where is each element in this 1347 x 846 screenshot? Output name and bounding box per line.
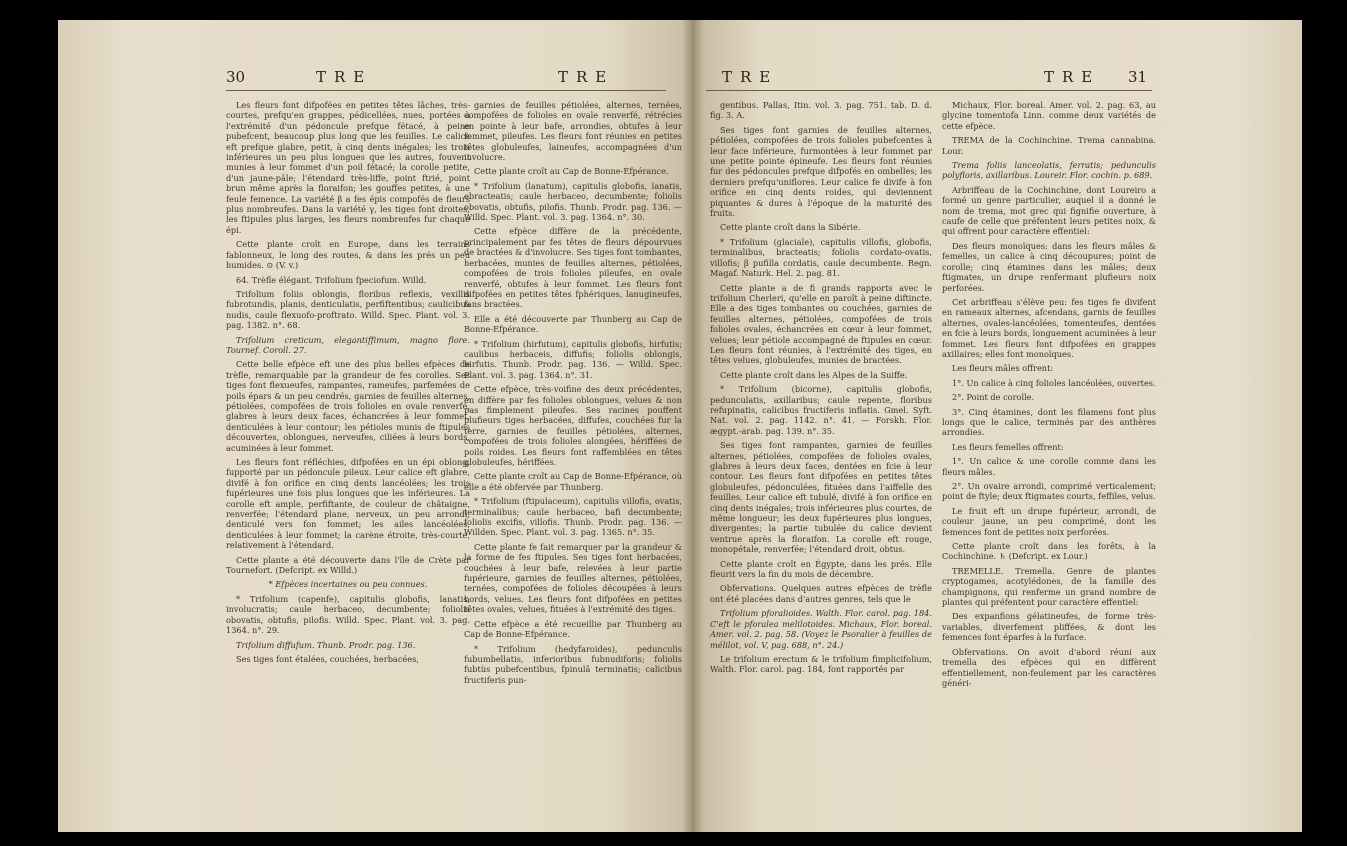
running-head: TRE [316,68,373,86]
paragraph: Les fleurs mâles offrent: [952,363,1054,374]
paragraph: 3°. Cinq étamines, dont les filamens font plus longs que le calice, terminés par des anthères arrondies. [942,406,1156,438]
paragraph: Cette plante croît dans les Alpes de la Suiffe. [720,369,908,380]
paragraph: Elle a été découverte par Thunberg au Cap de Bonne-Efpérance. [464,313,682,335]
paragraph: Les fleurs font réfléchies, difpofées en un épi oblong, fupporté par un pédoncule pileux. Leur calice eft glabre, divifé à fon orifice en cinq dents lancéolées; les trois fupérieures une fois plus longues que les inférieures. La corolle eft ample, perfiftante, de couleur de châtaigne, renverfée; l'étendard plane, nerveux, un peu arrondi, denticulé vers fon fommet; les ailes lancéolées, denticulées à leur fommet; la carène étroite, très-courte, relativement à l'étendard. [226,457,470,551]
text-column [226,100,470,668]
header-rule [706,90,1152,91]
paragraph: Ses tiges font rampantes, garnies de feuilles alternes, pétiolées, compofées de folioles ovales, glabres à leurs deux faces, dentées en fcie à leur contour. Les fleurs font difpofées en petites têtes globuleufes, pédonculées, fituées dans l'aiffelle des feuilles. Leur calice eft tubulé, divifé à fon orifice en cinq dents inégales; trois inférieures plus courtes, de même longueur; les deux fupérieures plus longues, divergentes; la partie tubulée du calice devient ventrue après la floraifon. La corolle eft rouge, monopétale, renverfée; l'étendard droit, obtus. [710,440,932,555]
paragraph: Le trifolium erectum & le trifolium fimplicifolium, Walth. Flor. carol. pag. 184, font rapportés par [710,653,932,675]
paragraph: * Trifolium (ftipulaceum), capitulis villofis, ovatis, terminalibus; caule herbaceo, bafi decumbente; foliolis excifis, villofis. Thunb. Prodr. pag. 136. — Willden. Spec. Plant. vol. 3. pag. 1365. n°. 35. [464,496,682,538]
page-number: 31 [1128,68,1148,86]
paragraph: * Trifolium (capenfe), capitulis globofis, lanatis, involucratis; caule herbaceo, decumbente; foliolis obovatis, obtufis, pilofis. Willd. Spec. Plant. vol. 3. pag. 1364. n°. 29. [226,593,470,636]
paragraph: Cette plante croît au Cap de Bonne-Efpérance, où elle a été obfervée par Thunberg. [464,471,682,492]
paragraph: Cette plante croît au Cap de Bonne-Efpérance. [474,166,669,177]
paragraph: Ses tiges font garnies de feuilles alternes, pétiolées, compofées de trois folioles pubefcentes à leur face inférieure, furmontées à leur fommet par une petite pointe épineufe. Les fleurs font réunies fur des pédoncules prefque difpofés en ombelles; les derniers prefqu'uniflores. Leur calice fe divife à fon orifice en cinq dents roides, qui deviennent piquantes & dures à l'époque de la maturité des fruits. [710,124,932,219]
text-column [942,100,1156,692]
paragraph: TREMELLE. Tremella. Genre de plantes cryptogames, acotylédones, de la famille des champignons, qui renferme un grand nombre de plantes qui préfentent pour caractère effentiel: [942,565,1156,608]
paragraph: 2°. Un ovaire arrondi, comprimé verticalement; point de ftyle; deux ftigmates courts, feffiles, velus. [942,481,1156,502]
paragraph: 1°. Un calice & une corolle comme dans les fleurs mâles. [942,456,1156,477]
paragraph: Cette plante croît en Europe, dans les terrains fablonneux, le long des routes, & dans les prés un peu humides. ⊙ (V. v.) [226,239,470,271]
paragraph: Des fleurs monoïques: dans les fleurs mâles & femelles, un calice à cinq découpures; point de corolle; cinq étamines dans les mâles; deux ftigmates, un drupe renfermant plufieurs noix perforées. [942,240,1156,293]
page-number: 30 [226,68,246,86]
paragraph: Cette efpèce a été recueillie par Thunberg au Cap de Bonne-Efpérance. [464,618,682,640]
running-head: TRE [1044,68,1101,86]
paragraph: TREMA de la Cochinchine. Trema cannabina. Lour. [942,135,1156,156]
paragraph: * Trifolium (bicorne), capitulis globofis, pedunculatis, axillaribus; caule repente, floribus refupinatis, calicibus fructiferis inflatis. Gmel. Syft. Nat. vol. 2. pag. 1142. n°. 41. — Forskh. Flor. ægypt.-arab. pag. 139. n°. 35. [710,384,932,436]
paragraph: Cette plante a de fi grands rapports avec le trifolium Cherleri, qu'elle en paroît à peine diftincte. Elle a des tiges tombantes ou couchées, garnies de feuilles alternes, pétiolées, compofées de trois folioles ovales, échancrées en cœur à leur fommet, velues; leur pétiole accompagné de ftipules en cœur. Les fleurs font réunies, à l'extrémité des tiges, en têtes velues, globuleufes, munies de bractées. [710,282,932,366]
right-page [692,20,1302,832]
paragraph: Cette efpèce diffère de la précédente, principalement par fes têtes de fleurs dépourvues de bractées & d'involucre. Ses tiges font tombantes, herbacées, munies de feuilles alternes, pétiolées, compofées de trois folioles pileufes, en ovale renverfé, obtufes à leur fommet. Les fleurs font difpofées en petites têtes fphériques, lanugineufes, fans bractées. [464,226,682,310]
text-column [710,100,932,679]
paragraph: Les fleurs font difpofées en petites têtes lâches, très-courtes, prefqu'en grappes, pédicellées, nues, portées à l'extrémité d'un pédoncule prefque fétacé, à peine pubefcent, beaucoup plus long que les feuilles. Le calice eft prefque glabre, petit, à cinq dents inégales; les trois inférieures un peu plus longues que les autres, fouvent munies à leur fommet d'un poil fétacé; la corolle petite, d'un jaune-pâle; l'étendard très-liffe, point ftrié, point brun même après la floraifon; les gouffes petites, à une feule femence. La variété β a fes épis compofés de fleurs plus nombreufes. Dans la variété γ, les tiges font droites, les ftipules plus larges, les fleurs nombreufes fur chaque épi. [226,100,470,235]
paragraph: Trifolium foliis oblongis, floribus reflexis, vexillis fubrotundis, planis, denticulatis, perfiftentibus; caulicibus nudis, caule flexuofo-proftrato. Willd. Spec. Plant. vol. 3. pag. 1382. n°. 68. [226,288,470,331]
text-column [464,100,682,689]
paragraph: Trifolium pforalioides. Walth. Flor. carol. pag. 184. C'eft le pforalea melilotoides. Michaux, Flor. boreal. Amer. vol. 2. pag. 58. (Voyez le Psoralier à feuilles de mélilot, vol. V, pag. 688, n°. 24.) [710,608,932,650]
paragraph: 2°. Point de corolle. [952,392,1035,403]
paragraph: Obfervations. On avoit d'abord réuni aux tremella des efpèces qui en diffèrent effentiellement, non-feulement par les caractères généri- [942,646,1156,688]
left-page [58,20,692,832]
paragraph: Cette plante croît en Égypte, dans les prés. Elle fleurit vers la fin du mois de décembre. [710,558,932,580]
paragraph: Obfervations. Quelques autres efpèces de trèfle ont été placées dans d'autres genres, tels que le [710,583,932,604]
paragraph: 1°. Un calice à cinq folioles lancéolées, ouvertes. [952,377,1156,388]
paragraph: Ses tiges font étalées, couchées, herbacées, [236,653,419,664]
paragraph: * Trifolium (hirfutum), capitulis globofis, hirfutis; caulibus herbaceis, diffufis; foliolis oblongis, hirfutis. Thunb. Prodr. pag. 136. — Willd. Spec. Plant. vol. 3. pag. 1364. n°. 31. [464,338,682,380]
paragraph: Cette plante croît dans les forêts, à la Cochinchine. ♄ (Defcript. ex Lour.) [942,541,1156,562]
paragraph: * Efpèces incertaines ou peu connues. [268,579,428,590]
paragraph: Cet arbriffeau s'élève peu: fes tiges fe divifent en rameaux alternes, afcendans, garnis de feuilles alternes, ovales-lancéolées, tomenteufes, dentées en fcie à leurs bords, longuement acuminées à leur fommet. Les fleurs font difpofées en grappes axillaires; elles font monoïques. [942,296,1156,359]
paragraph: Le fruit eft un drupe fupérieur, arrondi, de couleur jaune, un peu comprimé, dont les femences font de petites noix perforées. [942,505,1156,537]
book-spread [58,20,1302,832]
paragraph: Arbriffeau de la Cochinchine, dont Loureiro a formé un genre particulier, auquel il a donné le nom de trema, mot grec qui fignifie ouverture, à caufe de celle que préfentent leurs petites noix, & qui offrent pour caractère effentiel: [942,184,1156,237]
paragraph: Michaux, Flor. boreal. Amer. vol. 2. pag. 63, au glycine tomentofa Linn. comme deux variétés de cette efpèce. [942,100,1156,131]
paragraph: Cette plante a été découverte dans l'île de Crète par Tournefort. (Defcript. ex Willd.) [226,554,470,576]
paragraph: Les fleurs femelles offrent: [952,441,1064,452]
paragraph: 64. Trèfle élégant. Trifolium fpeciofum. Willd. [236,274,427,285]
paragraph: Cette efpèce, très-voifine des deux précédentes, en diffère par fes folioles oblongues, velues & non pas fimplement pileufes. Ses racines pouffent plufieurs tiges herbacées, diffufes, couchées fur la terre, garnies de feuilles pétiolées, alternes, compofées de trois folioles alongées, hériffées de poils roides. Les fleurs font raffemblées en têtes globuleufes, hériffées. [464,384,682,467]
paragraph: garnies de feuilles pétiolées, alternes, ternées, compofées de folioles en ovale renverfé, rétrécies en pointe à leur bafe, arrondies, obtufes à leur fommet, pileufes. Les fleurs font réunies en petites têtes globuleufes, laineufes, accompagnées d'un involucre. [464,100,682,163]
paragraph: * Trifolium (glaciale), capitulis villofis, globofis, terminalibus, bracteatis; foliolis cordato-ovatis, villofis; β pufilla cordatis, caule decumbente. Regn. Magaf. Naturk. Hel. 2. pag. 81. [710,236,932,279]
paragraph: Cette belle efpèce eft une des plus belles efpèces de trèfle, remarquable par la grandeur de fes corolles. Ses tiges font flexueufes, rampantes, rameufes, parfemées de poils épars & un peu cendrés, garnies de feuilles alternes, pétiolées, compofées de trois folioles en ovale renverfé, glabres à leurs deux faces, échancrées à leur fommet, denticulées à leur contour; les pétioles munis de ftipules découvertes, oblongues, nerveufes, ciliées à leurs bords, acuminées à leur fommet. [226,359,470,453]
paragraph: gentibus. Pallas, Itin. vol. 3. pag. 751. tab. D. d. fig. 3. A. [710,100,932,121]
paragraph: Trifolium diffufum. Thunb. Prodr. pag. 136. [236,639,416,650]
running-head: TRE [722,68,779,86]
paragraph: Des expanfions gélatineufes, de forme très-variables, diverfement pliffées, & dont les femences font éparfes à la furface. [942,611,1156,643]
paragraph: Cette plante croît dans la Sibérie. [720,222,861,233]
header-rule [226,90,666,91]
paragraph: * Trifolium (hedyfaroides), pedunculis fubumbellatis, inferioribus fubnudiforis; foliolis fubtùs pubefcentibus, fpinulâ terminatis; calicibus fructiferis pun- [464,643,682,685]
paragraph: * Trifolium (lanatum), capitulis globofis, lanatis, ebracteatis; caule herbaceo, decumbente; foliolis obovatis, obtufis, pilofis. Thunb. Prodr. pag. 136. — Willd. Spec. Plant. vol. 3. pag. 1364. n°. 30. [464,180,682,223]
book-gutter [682,20,704,832]
paragraph: Trifolium creticum, elegantiffimum, magno flore. Tournef. Coroll. 27. [226,334,470,355]
paragraph: Trema foliis lanceolatis, ferratis; pedunculis polyfloris, axillaribus. Loureir. Flor. cochin. p. 689. [942,160,1156,181]
paragraph: Cette plante fe fait remarquer par la grandeur & la forme de fes ftipules. Ses tiges font herbacées, couchées à leur bafe, relevées à leur partie fupérieure, garnies de feuilles alternes, pétiolées, ternées, compofées de folioles découpées à leurs bords, velues. Les fleurs font difpofées en petites têtes ovales, velues, fituées à l'extrémité des tiges. [464,541,682,615]
running-head: TRE [558,68,615,86]
